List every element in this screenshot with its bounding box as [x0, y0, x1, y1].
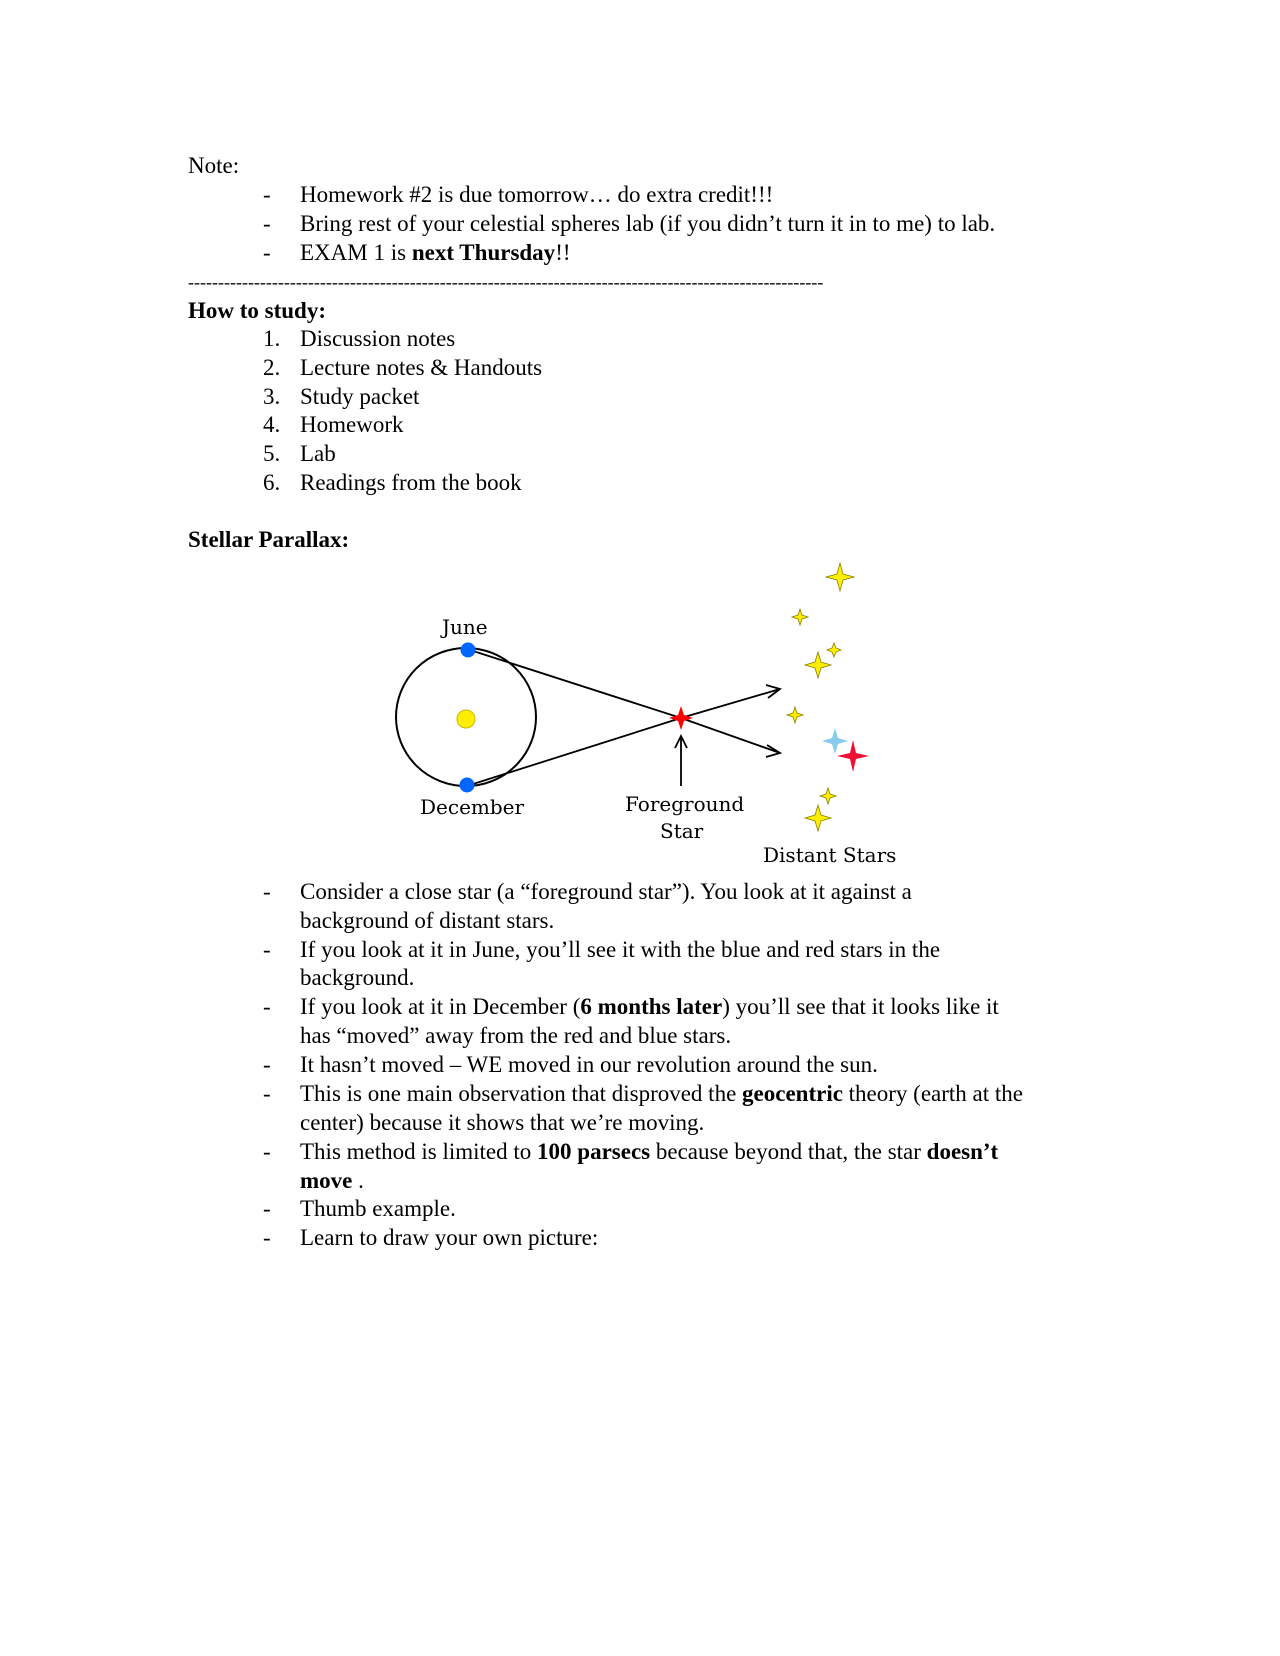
exam-text: EXAM 1 is: [300, 240, 412, 265]
earth-june-icon: [461, 643, 476, 658]
parallax-bullet-line: [300, 992, 999, 1021]
parallax-bullet-line: has “moved” away from the red and blue stars.: [300, 1023, 732, 1048]
parallax-bullet-line: background.: [300, 965, 415, 990]
distant-yellow-stars: [787, 563, 854, 831]
study-item: Homework: [300, 412, 404, 437]
yellow-star-icon: [805, 652, 831, 678]
yellow-star-icon: [792, 609, 808, 625]
list-number: 4.: [263, 412, 281, 437]
bullet-text: .: [352, 1168, 364, 1193]
study-item: Lab: [300, 441, 336, 466]
december-sight-line: [470, 718, 681, 785]
bullet-text: theory (earth at the: [842, 1081, 1024, 1106]
parallax-bullet-line: [300, 1166, 364, 1195]
study-item: Study packet: [300, 384, 420, 409]
bullet-dash: -: [263, 182, 271, 207]
yellow-star-icon: [787, 707, 803, 723]
bullet-dash: -: [263, 1139, 271, 1164]
bullet-bold: 100 parsecs: [537, 1139, 651, 1164]
list-number: 2.: [263, 355, 281, 380]
parallax-bullet-line: Thumb example.: [300, 1196, 456, 1221]
bullet-text: ) you’ll see that it looks like it: [722, 994, 999, 1019]
study-item: Lecture notes & Handouts: [300, 355, 543, 380]
bullet-dash: -: [263, 211, 271, 236]
bullet-dash: -: [263, 1225, 271, 1250]
bullet-dash: -: [263, 1081, 271, 1106]
december-sight-line-extension: [681, 689, 780, 718]
bullet-text: This is one main observation that disproved the: [300, 1081, 743, 1106]
study-item: Readings from the book: [300, 470, 522, 495]
parallax-bullet-line: Consider a close star (a “foreground star”). You look at it against a: [300, 879, 912, 904]
bullet-dash: -: [263, 937, 271, 962]
note-heading: Note:: [188, 153, 240, 178]
bullet-bold: geocentric: [742, 1081, 843, 1106]
yellow-star-icon: [827, 643, 841, 657]
earth-december-icon: [460, 778, 475, 793]
list-number: 1.: [263, 326, 281, 351]
parallax-bullet-line: It hasn’t moved – WE moved in our revolution around the sun.: [300, 1052, 878, 1077]
parallax-bullet-line: [300, 1137, 998, 1166]
parallax-bullet-line: center) because it shows that we’re moving.: [300, 1110, 705, 1135]
list-number: 5.: [263, 441, 281, 466]
parallax-heading: Stellar Parallax:: [188, 527, 350, 552]
bullet-dash: -: [263, 879, 271, 904]
list-number: 6.: [263, 470, 281, 495]
june-sight-line: [470, 650, 681, 718]
bullet-text: because beyond that, the star: [650, 1139, 927, 1164]
bullet-dash: -: [263, 1052, 271, 1077]
foreground-star-icon: [669, 706, 693, 730]
bullet-dash: -: [263, 1196, 271, 1221]
bullet-text: If you look at it in December (: [300, 994, 581, 1019]
blue-star-icon: [822, 728, 848, 754]
yellow-star-icon: [826, 563, 854, 591]
yellow-star-icon: [820, 788, 836, 804]
section-divider: ----------------------------------------------------------------------------------------------------------: [188, 272, 824, 292]
bullet-dash: -: [263, 240, 271, 265]
sun-icon: [457, 710, 475, 728]
june-label: June: [442, 615, 488, 639]
study-item: Discussion notes: [300, 326, 456, 351]
bullet-bold: doesn’t: [926, 1139, 999, 1164]
exam-exclaim: !!: [555, 240, 571, 265]
bullet-text: This method is limited to: [300, 1139, 538, 1164]
december-label: December: [420, 795, 525, 819]
note-item-lab: Bring rest of your celestial spheres lab (if you didn’t turn it in to me) to lab.: [300, 211, 996, 236]
list-number: 3.: [263, 384, 281, 409]
bullet-dash: -: [263, 994, 271, 1019]
parallax-bullet-line: If you look at it in June, you’ll see it with the blue and red stars in the: [300, 937, 941, 962]
bullet-bold: move: [300, 1168, 353, 1193]
note-item-homework: Homework #2 is due tomorrow… do extra credit!!!: [300, 182, 774, 207]
exam-date: next Thursday: [411, 240, 556, 265]
distant-stars-label: Distant Stars: [763, 843, 897, 867]
red-star-icon: [837, 740, 869, 772]
parallax-bullet-line: Learn to draw your own picture:: [300, 1225, 599, 1250]
bullet-bold: 6 months later: [580, 994, 723, 1019]
parallax-bullet-line: [300, 1079, 1023, 1108]
yellow-star-icon: [805, 805, 831, 831]
foreground-label-star: Star: [660, 819, 704, 843]
foreground-label: Foreground: [625, 792, 745, 816]
parallax-bullet-line: background of distant stars.: [300, 908, 555, 933]
june-sight-line-extension: [681, 718, 780, 753]
study-heading: How to study:: [188, 298, 327, 323]
